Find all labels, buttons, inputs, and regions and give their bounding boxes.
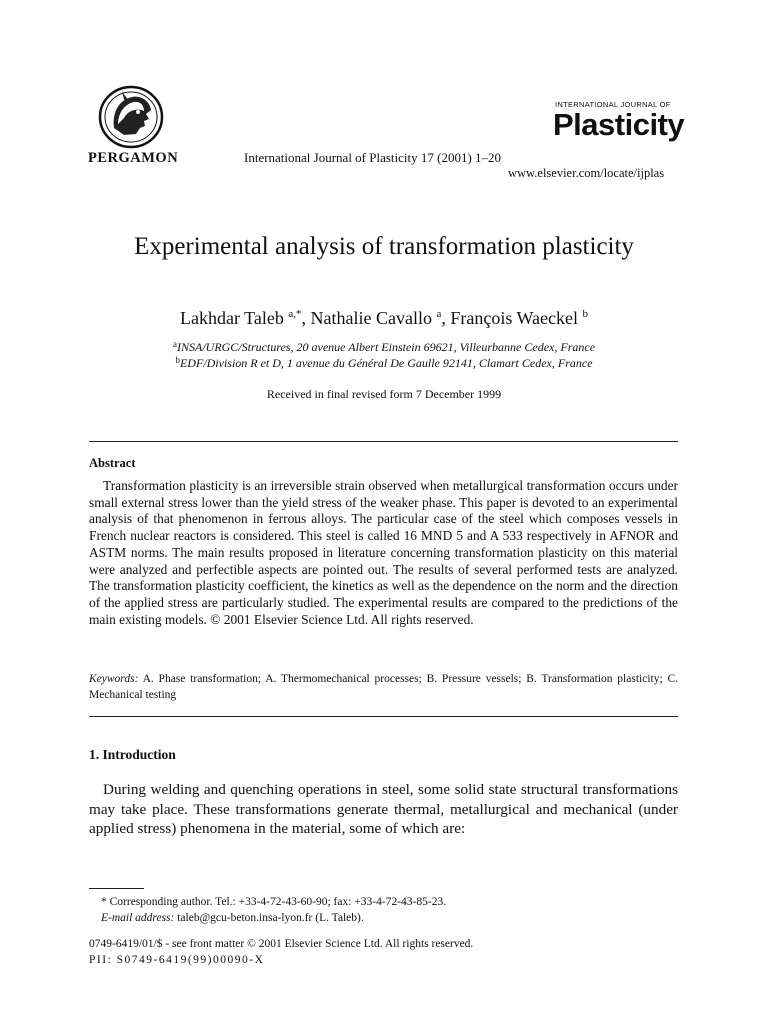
author-affiliation-mark: a,*	[288, 308, 302, 320]
affiliation-mark: b	[175, 355, 180, 365]
affiliation	[60, 356, 708, 371]
section-heading: 1. Introduction	[89, 747, 176, 762]
author-affiliation-mark: b	[582, 308, 589, 320]
author-affiliation-mark: a	[436, 308, 442, 320]
section-body: During welding and quenching operations in steel, some solid state structural transformations may take place. These transformations generate thermal, metallurgical and mechanical (under applied stress) phenomena in the material, some of which are:	[89, 781, 678, 838]
email-address[interactable]: taleb@gcu-beton.insa-lyon.fr (L. Taleb).	[177, 912, 364, 924]
author-separator: ,	[441, 308, 451, 328]
email-label: E-mail address:	[101, 912, 175, 924]
issn-line: 0749-6419/01/$ - see front matter © 2001 Elsevier Science Ltd. All rights reserved.	[89, 938, 474, 950]
journal-logo-subtitle: INTERNATIONAL JOURNAL OF	[555, 100, 671, 109]
author-name: François Waeckel	[450, 308, 579, 328]
author-list	[60, 308, 708, 329]
keywords	[89, 671, 678, 703]
footnote-divider	[89, 888, 144, 889]
affiliation-text: EDF/Division R et D, 1 avenue du Général De Gaulle 92141, Clamart Cedex, France	[179, 356, 593, 370]
affiliation-text: INSA/URGC/Structures, 20 avenue Albert Einstein 69621, Villeurbanne Cedex, France	[176, 340, 596, 354]
journal-logo-title: Plasticity	[553, 107, 685, 142]
received-date: Received in final revised form 7 December 1999	[266, 387, 502, 401]
keywords-text: A. Phase transformation; A. Thermomechanical processes; B. Pressure vessels; B. Transformation plasticity; C. Mechanical testing	[89, 673, 679, 701]
keywords-label: Keywords:	[89, 673, 139, 685]
abstract-heading: Abstract	[89, 456, 136, 470]
abstract-body: Transformation plasticity is an irreversible strain observed when metallurgical transformation occurs under small external stress lower than the yield stress of the weaker phase. This paper is devoted to an experimental analysis of that phenomenon in ferrous alloys. The particular case of the steel which composes vessels in French nuclear reactors is considered. This steel is called 16 MND 5 and A 533 respectively in AFNOR and ASTM norms. The main results proposed in literature concerning transformation plasticity on this material were analyzed and perfectible aspects are pointed out. The results of several performed tests are analyzed. The transformation plasticity coefficient, the kinetics as well as the dependence on the norm and the direction of the applied stress are particularly studied. The experimental results are compared to the predictions of the main existing models. © 2001 Elsevier Science Ltd. All rights reserved.	[89, 478, 678, 627]
affiliation-mark: a	[172, 339, 177, 349]
pii-line: PII: S0749-6419(99)00090-X	[89, 954, 265, 966]
journal-url[interactable]: www.elsevier.com/locate/ijplas	[508, 166, 665, 180]
publisher-name: PERGAMON	[88, 150, 179, 166]
divider	[89, 716, 678, 717]
author-name: Nathalie Cavallo	[310, 308, 432, 328]
footnote-email	[89, 912, 364, 924]
affiliation	[60, 340, 708, 355]
journal-citation: International Journal of Plasticity 17 (2001) 1–20	[244, 150, 502, 165]
author-name: Lakhdar Taleb	[179, 308, 284, 328]
paper-title: Experimental analysis of transformation plasticity	[134, 233, 634, 260]
author-separator: ,	[301, 308, 311, 328]
divider	[89, 441, 678, 442]
pergamon-athena-head-logo-icon	[96, 84, 166, 150]
footnote-corresponding-author: * Corresponding author. Tel.: +33-4-72-43-60-90; fax: +33-4-72-43-85-23.	[101, 896, 447, 908]
